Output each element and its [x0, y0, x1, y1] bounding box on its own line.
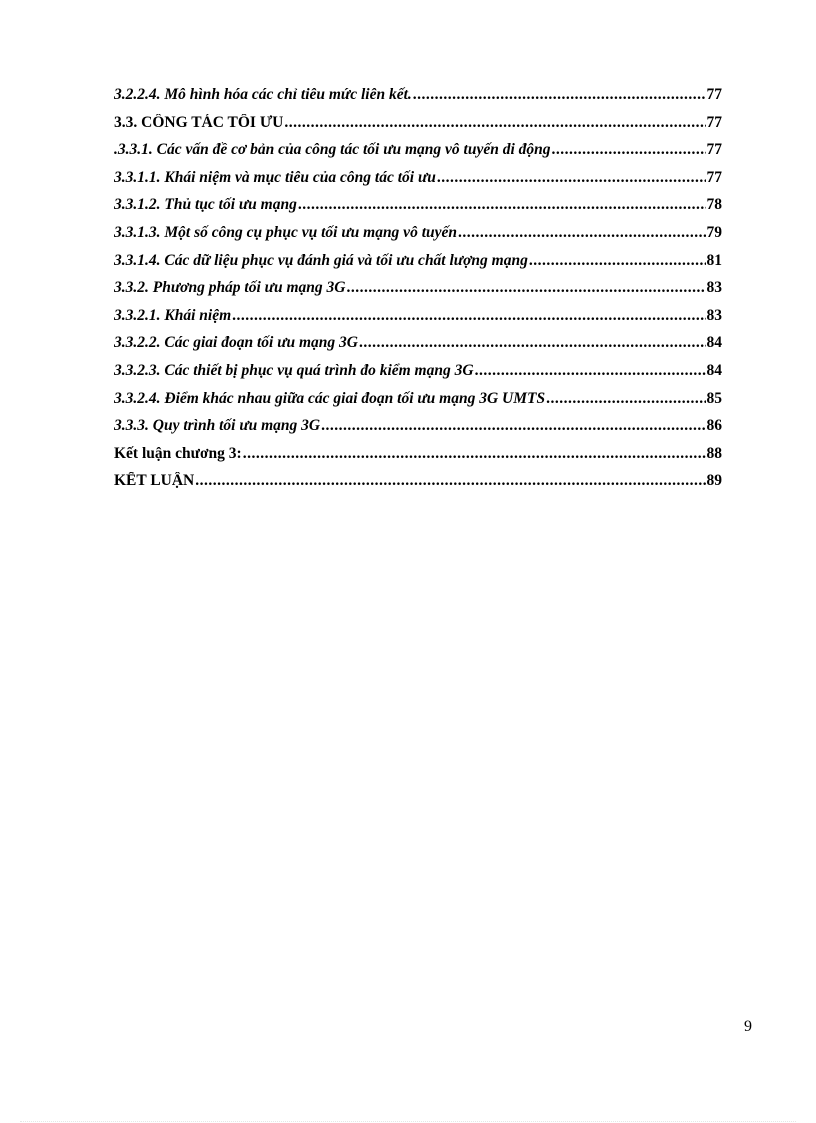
toc-entry-page: 81: [706, 251, 722, 269]
page-number: 9: [744, 1018, 752, 1035]
toc-entry: [114, 307, 722, 335]
toc-entry: [114, 86, 722, 114]
toc-entry-title: 3.3.1.3. Một số công cụ phục vụ tối ưu mạng vô tuyến: [114, 223, 457, 241]
toc-entry-page: 89: [706, 472, 722, 490]
toc-entry-page: 88: [706, 444, 722, 462]
toc-entry-page: 85: [706, 389, 722, 407]
toc-entry-title: 3.3. CÔNG TÁC TỐI ƯU: [114, 113, 284, 131]
toc-entry-page: 86: [706, 417, 722, 435]
toc-leader-dots: [321, 417, 705, 435]
toc-entry-title: Kết luận chương 3:: [114, 444, 242, 462]
toc-leader-dots: [359, 334, 706, 352]
toc-entry-page: 78: [706, 196, 722, 214]
toc-entry: [114, 472, 722, 500]
toc-entry: [114, 390, 722, 418]
toc-leader-dots: [243, 445, 706, 463]
toc-entry-page: 83: [706, 306, 722, 324]
toc-entry: [114, 114, 722, 142]
toc-entry: [114, 445, 722, 473]
toc-entry: [114, 224, 722, 252]
toc-entry-title: .3.3.1. Các vấn đề cơ bản của công tác tối ưu mạng vô tuyến di động: [114, 141, 551, 159]
toc-entry-title: 3.3.2.1. Khái niệm: [114, 306, 232, 324]
toc-entry: [114, 417, 722, 445]
toc-entry-title: 3.3.2. Phương pháp tối ưu mạng 3G: [114, 279, 346, 297]
toc-leader-dots: [458, 224, 706, 242]
toc-entry-page: 77: [706, 113, 722, 131]
toc-leader-dots: [413, 86, 706, 104]
toc-entry-title: 3.3.2.3. Các thiết bị phục vụ quá trình đo kiểm mạng 3G: [114, 361, 474, 379]
toc-entry-page: 83: [706, 279, 722, 297]
toc-entry-page: 77: [706, 86, 722, 103]
toc-leader-dots: [284, 114, 705, 132]
toc-entry-page: 77: [706, 168, 722, 186]
toc-leader-dots: [298, 196, 706, 214]
toc-entry-title: 3.3.1.2. Thủ tục tối ưu mạng: [114, 196, 297, 214]
toc-entry-title: 3.3.1.1. Khái niệm và mục tiêu của công tác tối ưu: [114, 168, 436, 186]
table-of-contents: [114, 86, 722, 500]
toc-entry: [114, 252, 722, 280]
toc-leader-dots: [552, 141, 706, 159]
toc-entry-title: 3.2.2.4. Mô hình hóa các chỉ tiêu mức liên kết.: [114, 86, 412, 103]
toc-entry-title: 3.3.2.4. Điểm khác nhau giữa các giai đoạn tối ưu mạng 3G UMTS: [114, 389, 546, 407]
toc-leader-dots: [232, 307, 705, 325]
toc-leader-dots: [346, 279, 705, 297]
toc-entry: [114, 334, 722, 362]
toc-entry-title: 3.3.1.4. Các dữ liệu phục vụ đánh giá và tối ưu chất lượng mạng: [114, 251, 528, 269]
toc-leader-dots: [195, 472, 705, 490]
toc-leader-dots: [529, 252, 706, 270]
toc-entry-title: 3.3.3. Quy trình tối ưu mạng 3G: [114, 417, 321, 435]
toc-entry-page: 84: [706, 334, 722, 352]
toc-entry: [114, 196, 722, 224]
toc-entry: [114, 362, 722, 390]
toc-entry-title: KẾT LUẬN: [114, 472, 195, 490]
toc-entry-page: 84: [706, 361, 722, 379]
toc-entry: [114, 141, 722, 169]
toc-leader-dots: [437, 169, 706, 187]
toc-entry: [114, 169, 722, 197]
toc-entry-page: 79: [706, 223, 722, 241]
toc-leader-dots: [546, 390, 705, 408]
toc-leader-dots: [475, 362, 706, 380]
page-bottom-divider: [20, 1121, 796, 1122]
toc-entry-title: 3.3.2.2. Các giai đoạn tối ưu mạng 3G: [114, 334, 358, 352]
toc-entry-page: 77: [706, 141, 722, 159]
toc-entry: [114, 279, 722, 307]
